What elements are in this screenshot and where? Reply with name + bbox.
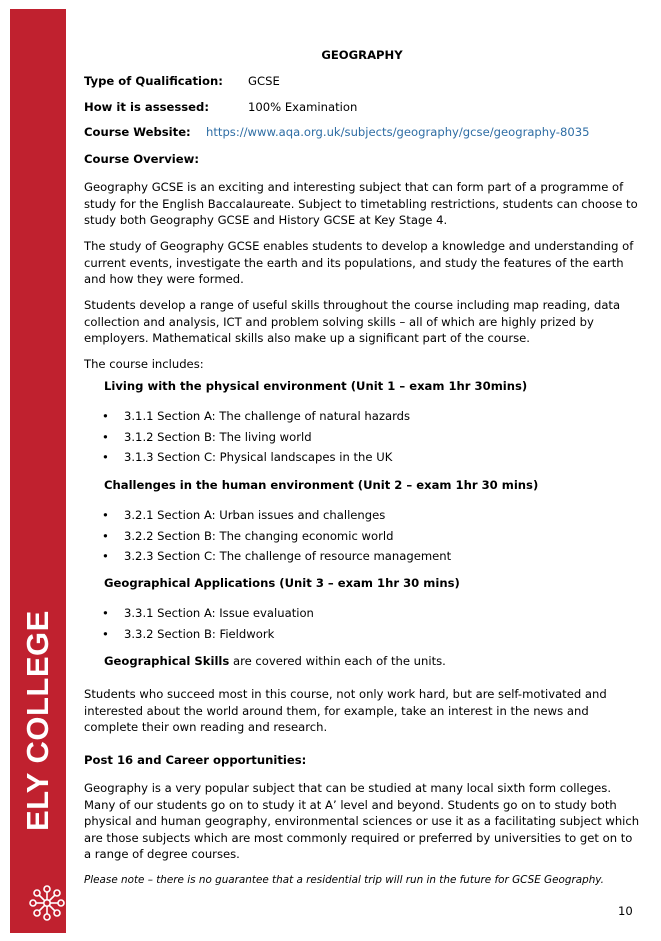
course-includes-label: The course includes:: [84, 357, 204, 371]
success-paragraph: Students who succeed most in this course, not only work hard, but are self-motivated and interested about the world around them, for example, take an interest in the news and complete their own reading and research.: [84, 687, 607, 734]
skills-bold: Geographical Skills: [104, 654, 230, 668]
skills-rest: are covered within each of the units.: [229, 654, 446, 668]
list-item: • 3.2.1 Section A: Urban issues and challenges: [102, 508, 386, 522]
unit-3-heading: Geographical Applications (Unit 3 – exam 1hr 30 mins): [104, 576, 460, 590]
overview-paragraph-1: Geography GCSE is an exciting and interesting subject that can form part of a programme of study for the English Baccalaureate. Subject to timetabling restrictions, students can choose to study both Geography GCSE and History GCSE at Key Stage 4.: [84, 180, 638, 227]
list-item: • 3.1.1 Section A: The challenge of natural hazards: [102, 409, 411, 423]
page-title: GEOGRAPHY: [321, 48, 403, 62]
list-item: • 3.3.2 Section B: Fieldwork: [102, 626, 275, 641]
bullet-icon: •: [102, 606, 109, 620]
college-name: ELY COLLEGE: [19, 609, 55, 831]
post16-heading: Post 16 and Career opportunities:: [84, 753, 307, 767]
list-item: • 3.2.3 Section C: The challenge of resource management: [102, 549, 452, 563]
page-number: 10: [618, 904, 633, 918]
overview-paragraph-3: Students develop a range of useful skills throughout the course including map reading, data collection and analysis, ICT and problem solving skills – all of which are highly prized by employers. Mathematical skills also make up a significant part of the course.: [84, 298, 621, 345]
overview-paragraph-2: The study of Geography GCSE enables students to develop a knowledge and understanding of current events, investigate the earth and its populations, and study the features of the earth and how they were formed.: [84, 239, 634, 286]
qualification-row: [84, 73, 280, 90]
assessment-value: 100% Examination: [248, 100, 358, 114]
assessment-row: [84, 99, 357, 116]
unit-2-heading: Challenges in the human environment (Unit 2 – exam 1hr 30 mins): [104, 478, 539, 492]
post16-paragraph: Geography is a very popular subject that can be studied at many local sixth form colleges. Many of our students go on to study it at A’ level and beyond. Students go on to study both physical and human geography, environmental sciences or use it as a facilitating subject which are those subjects which are most commonly required or preferred by universities to get on to a range of degree courses.: [84, 781, 640, 861]
list-item: • 3.1.2 Section B: The living world: [102, 429, 312, 444]
college-side-band: [10, 9, 66, 933]
bullet-icon: •: [102, 450, 109, 464]
bullet-icon: •: [102, 549, 109, 563]
bullet-icon: •: [102, 429, 109, 444]
unit-1-heading: Living with the physical environment (Unit 1 – exam 1hr 30mins): [104, 379, 528, 393]
bullet-icon: •: [102, 528, 109, 543]
skills-line: [104, 653, 446, 670]
qualification-value: GCSE: [248, 74, 280, 88]
list-item: • 3.1.3 Section C: Physical landscapes in the UK: [102, 450, 393, 464]
residential-trip-note: Please note – there is no guarantee that a residential trip will run in the future for GCSE Geography.: [84, 874, 604, 886]
bullet-icon: •: [102, 409, 109, 423]
unit-1-list: [84, 408, 410, 470]
course-website-link[interactable]: https://www.aqa.org.uk/subjects/geography/gcse/geography-8035: [206, 125, 590, 139]
unit-3-list: [84, 605, 314, 646]
unit-2-list: [84, 507, 451, 569]
bullet-icon: •: [102, 626, 109, 641]
website-label: Course Website:: [84, 125, 191, 139]
qualification-label: Type of Qualification:: [84, 74, 223, 88]
bullet-icon: •: [102, 508, 109, 522]
list-item: • 3.3.1 Section A: Issue evaluation: [102, 606, 314, 620]
college-logo-icon: [23, 879, 71, 927]
assessment-label: How it is assessed:: [84, 100, 209, 114]
overview-heading: Course Overview:: [84, 152, 199, 166]
website-row: [84, 124, 590, 141]
list-item: • 3.2.2 Section B: The changing economic world: [102, 528, 394, 543]
